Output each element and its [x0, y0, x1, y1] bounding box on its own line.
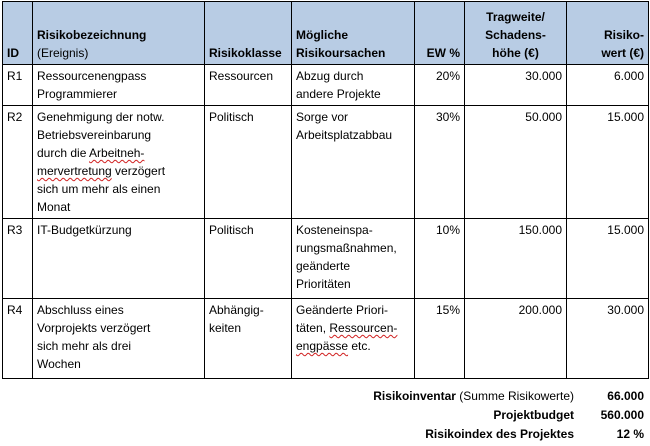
header-risk-name-title: Risikobezeichnung	[37, 28, 147, 42]
header-value-line1: Risiko-	[603, 28, 644, 42]
cell-risk-name: Abschluss eines Vorprojekts verzögert sich mehr als drei Wochen	[33, 299, 205, 379]
summary-inventory-value: 66.000	[607, 389, 644, 403]
header-id: ID	[3, 2, 33, 65]
table-row	[3, 219, 649, 299]
header-risk-name	[33, 2, 205, 65]
summary-index-row	[244, 425, 644, 444]
header-value-line2: wert (€)	[601, 46, 644, 60]
header-risk-value	[567, 2, 649, 65]
cell-risk-value: 6.000	[567, 65, 649, 106]
cell-impact: 50.000	[465, 106, 567, 219]
summary-inventory-title: Risikoinventar	[373, 389, 456, 403]
risk-summary	[244, 387, 644, 444]
cell-id: R1	[3, 65, 33, 106]
cell-risk-class: Politisch	[205, 106, 292, 219]
cell-risk-value: 15.000	[567, 219, 649, 299]
cell-impact: 30.000	[465, 65, 567, 106]
header-ew: EW %	[415, 2, 465, 65]
cell-risk-causes-part: Geänderte Priori- täten,	[296, 303, 389, 335]
cell-risk-causes: Abzug durch andere Projekte	[292, 65, 415, 106]
header-risk-causes	[292, 2, 415, 65]
cell-risk-name: Ressourcenengpass Programmierer	[33, 65, 205, 106]
header-impact-line1: Tragweite/	[486, 10, 545, 24]
cell-risk-class: Ressourcen	[205, 65, 292, 106]
summary-inventory-row	[244, 387, 644, 406]
summary-budget-label: Projektbudget	[493, 408, 574, 422]
cell-ew: 20%	[415, 65, 465, 106]
cell-id: R3	[3, 219, 33, 299]
cell-impact: 150.000	[465, 219, 567, 299]
cell-impact: 200.000	[465, 299, 567, 379]
header-impact-line2: Schadens-	[485, 28, 546, 42]
cell-ew: 10%	[415, 219, 465, 299]
header-causes-line1: Mögliche	[296, 28, 349, 42]
header-impact-line3: höhe (€)	[492, 46, 539, 60]
cell-risk-causes-part: etc.	[348, 339, 371, 353]
cell-risk-name-spellcheck-part: Arbeitneh- mervertretung	[37, 146, 145, 178]
summary-budget-value: 560.000	[600, 408, 644, 422]
cell-id: R4	[3, 299, 33, 379]
cell-id: R2	[3, 106, 33, 219]
header-impact	[465, 2, 567, 65]
cell-risk-name	[33, 106, 205, 219]
cell-risk-value: 15.000	[567, 106, 649, 219]
table-row	[3, 299, 649, 379]
summary-budget-row	[244, 406, 644, 425]
cell-risk-causes: Kosteneinspa- rungsmaßnahmen, geänderte Prioritäten	[292, 219, 415, 299]
cell-risk-name-part: verzögert sich um mehr als einen Monat	[37, 164, 166, 214]
cell-risk-class: Abhängig- keiten	[205, 299, 292, 379]
cell-risk-class: Politisch	[205, 219, 292, 299]
cell-risk-causes-spellcheck-part: Ressourcen- engpässe	[296, 321, 398, 353]
cell-risk-value: 30.000	[567, 299, 649, 379]
cell-risk-name: IT-Budgetkürzung	[33, 219, 205, 299]
table-header-row	[3, 2, 649, 65]
cell-ew: 15%	[415, 299, 465, 379]
table-row	[3, 106, 649, 219]
risk-table	[2, 1, 649, 379]
table-row	[3, 65, 649, 106]
summary-index-label: Risikoindex des Projektes	[425, 427, 574, 441]
summary-index-value: 12 %	[616, 427, 644, 441]
cell-risk-name-part: Genehmigung der notw. Betriebsvereinbarung durch die	[37, 110, 165, 160]
summary-inventory-label	[373, 387, 574, 406]
header-risk-class: Risikoklasse	[205, 2, 292, 65]
header-causes-line2: Risikoursachen	[296, 46, 386, 60]
cell-risk-causes	[292, 299, 415, 379]
summary-inventory-note: (Summe Risikowerte)	[455, 389, 574, 403]
cell-ew: 30%	[415, 106, 465, 219]
header-risk-name-subtitle: (Ereignis)	[37, 46, 89, 60]
cell-risk-causes: Sorge vor Arbeitsplatzabbau	[292, 106, 415, 219]
